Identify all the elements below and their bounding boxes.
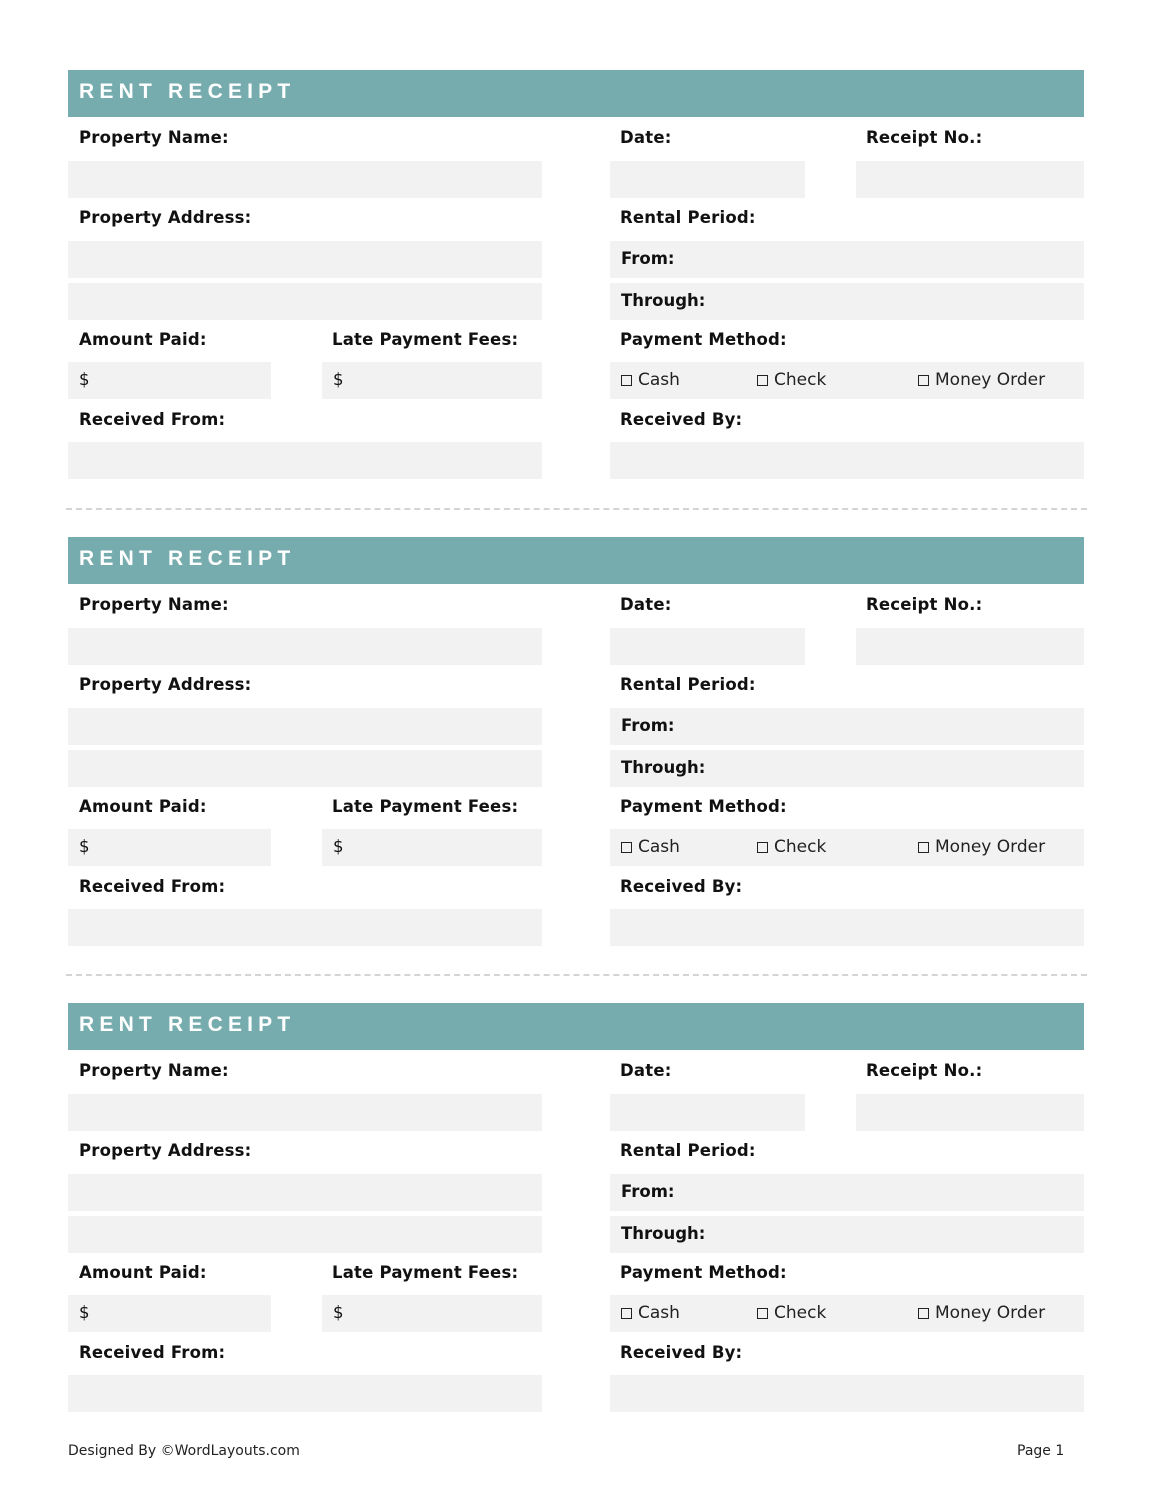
property-name-field[interactable] <box>68 161 542 198</box>
payment-option-label: Cash <box>638 837 680 857</box>
payment-option-label: Check <box>774 837 827 857</box>
payment-option-label: Cash <box>638 1303 680 1323</box>
date-field[interactable] <box>610 1094 805 1131</box>
receipt-header-band <box>68 537 1084 584</box>
amount-paid-label: Amount Paid: <box>79 797 207 816</box>
property-address-line2-field[interactable] <box>68 283 542 320</box>
date-field[interactable] <box>610 628 805 665</box>
payment-option-label: Check <box>774 370 827 390</box>
received-from-label: Received From: <box>79 877 226 896</box>
late-payment-fees-label: Late Payment Fees: <box>332 330 519 349</box>
late-payment-fees-label: Late Payment Fees: <box>332 1263 519 1282</box>
payment-option-label: Check <box>774 1303 827 1323</box>
payment-method-options <box>610 1295 1084 1332</box>
received-from-field[interactable] <box>68 909 542 946</box>
amount-paid-field[interactable] <box>68 362 271 399</box>
rental-period-label: Rental Period: <box>620 1141 756 1160</box>
payment-option-label: Money Order <box>935 1303 1046 1323</box>
payment-option-cash[interactable] <box>621 837 680 857</box>
property-address-label: Property Address: <box>79 1141 252 1160</box>
amount-paid-label: Amount Paid: <box>79 1263 207 1282</box>
received-by-label: Received By: <box>620 1343 743 1362</box>
payment-option-money-order[interactable] <box>918 370 1045 390</box>
received-from-label: Received From: <box>79 410 226 429</box>
receipt-header-band <box>68 70 1084 117</box>
payment-option-check[interactable] <box>757 370 826 390</box>
checkbox-icon[interactable] <box>918 375 929 386</box>
receipt-header-band <box>68 1003 1084 1050</box>
received-by-field[interactable] <box>610 1375 1084 1412</box>
received-by-label: Received By: <box>620 877 743 896</box>
property-name-label: Property Name: <box>79 1061 229 1080</box>
payment-method-options <box>610 829 1084 866</box>
rent-receipt <box>68 70 1084 480</box>
amount-paid-field[interactable] <box>68 1295 271 1332</box>
receipt-no-field[interactable] <box>856 1094 1084 1131</box>
currency-symbol: $ <box>79 1303 90 1322</box>
amount-paid-label: Amount Paid: <box>79 330 207 349</box>
received-by-field[interactable] <box>610 909 1084 946</box>
receipt-no-label: Receipt No.: <box>866 128 983 147</box>
payment-option-label: Money Order <box>935 837 1046 857</box>
currency-symbol: $ <box>333 370 344 389</box>
checkbox-icon[interactable] <box>621 842 632 853</box>
payment-method-label: Payment Method: <box>620 330 787 349</box>
amount-paid-field[interactable] <box>68 829 271 866</box>
received-from-field[interactable] <box>68 442 542 479</box>
property-name-label: Property Name: <box>79 128 229 147</box>
rental-period-label: Rental Period: <box>620 208 756 227</box>
late-payment-fees-label: Late Payment Fees: <box>332 797 519 816</box>
received-from-label: Received From: <box>79 1343 226 1362</box>
receipt-no-field[interactable] <box>856 628 1084 665</box>
footer-credit: Designed By ©WordLayouts.com <box>68 1443 300 1459</box>
checkbox-icon[interactable] <box>621 375 632 386</box>
late-payment-fees-field[interactable] <box>322 362 542 399</box>
rental-from-field[interactable] <box>610 1174 1084 1211</box>
from-label: From: <box>621 1182 675 1201</box>
payment-method-options <box>610 362 1084 399</box>
checkbox-icon[interactable] <box>757 842 768 853</box>
rental-through-field[interactable] <box>610 750 1084 787</box>
payment-method-label: Payment Method: <box>620 1263 787 1282</box>
payment-option-label: Cash <box>638 370 680 390</box>
property-address-line1-field[interactable] <box>68 708 542 745</box>
checkbox-icon[interactable] <box>757 375 768 386</box>
property-address-label: Property Address: <box>79 208 252 227</box>
currency-symbol: $ <box>333 1303 344 1322</box>
checkbox-icon[interactable] <box>621 1308 632 1319</box>
property-address-label: Property Address: <box>79 675 252 694</box>
footer-page-number: Page 1 <box>1017 1443 1065 1459</box>
property-address-line1-field[interactable] <box>68 241 542 278</box>
payment-option-check[interactable] <box>757 1303 826 1323</box>
receipt-no-label: Receipt No.: <box>866 595 983 614</box>
late-payment-fees-field[interactable] <box>322 829 542 866</box>
currency-symbol: $ <box>79 837 90 856</box>
payment-option-check[interactable] <box>757 837 826 857</box>
receipt-no-field[interactable] <box>856 161 1084 198</box>
checkbox-icon[interactable] <box>918 842 929 853</box>
received-by-label: Received By: <box>620 410 743 429</box>
cut-line-separator <box>66 508 1087 510</box>
rental-through-field[interactable] <box>610 1216 1084 1253</box>
rental-from-field[interactable] <box>610 241 1084 278</box>
receipt-title: RENT RECEIPT <box>79 1013 296 1036</box>
received-from-field[interactable] <box>68 1375 542 1412</box>
rent-receipt <box>68 537 1084 947</box>
property-address-line1-field[interactable] <box>68 1174 542 1211</box>
property-name-field[interactable] <box>68 1094 542 1131</box>
payment-method-label: Payment Method: <box>620 797 787 816</box>
late-payment-fees-field[interactable] <box>322 1295 542 1332</box>
receipt-title: RENT RECEIPT <box>79 547 296 570</box>
through-label: Through: <box>621 291 706 310</box>
receipt-no-label: Receipt No.: <box>866 1061 983 1080</box>
payment-option-label: Money Order <box>935 370 1046 390</box>
cut-line-separator <box>66 974 1087 976</box>
payment-option-cash[interactable] <box>621 1303 680 1323</box>
property-name-label: Property Name: <box>79 595 229 614</box>
rental-from-field[interactable] <box>610 708 1084 745</box>
rental-through-field[interactable] <box>610 283 1084 320</box>
payment-option-money-order[interactable] <box>918 1303 1045 1323</box>
date-label: Date: <box>620 595 672 614</box>
from-label: From: <box>621 716 675 735</box>
received-by-field[interactable] <box>610 442 1084 479</box>
payment-option-money-order[interactable] <box>918 837 1045 857</box>
through-label: Through: <box>621 1224 706 1243</box>
date-field[interactable] <box>610 161 805 198</box>
currency-symbol: $ <box>79 370 90 389</box>
receipt-title: RENT RECEIPT <box>79 80 296 103</box>
rent-receipt <box>68 1003 1084 1413</box>
currency-symbol: $ <box>333 837 344 856</box>
checkbox-icon[interactable] <box>757 1308 768 1319</box>
payment-option-cash[interactable] <box>621 370 680 390</box>
checkbox-icon[interactable] <box>918 1308 929 1319</box>
through-label: Through: <box>621 758 706 777</box>
date-label: Date: <box>620 1061 672 1080</box>
property-address-line2-field[interactable] <box>68 750 542 787</box>
property-address-line2-field[interactable] <box>68 1216 542 1253</box>
property-name-field[interactable] <box>68 628 542 665</box>
from-label: From: <box>621 249 675 268</box>
date-label: Date: <box>620 128 672 147</box>
rental-period-label: Rental Period: <box>620 675 756 694</box>
